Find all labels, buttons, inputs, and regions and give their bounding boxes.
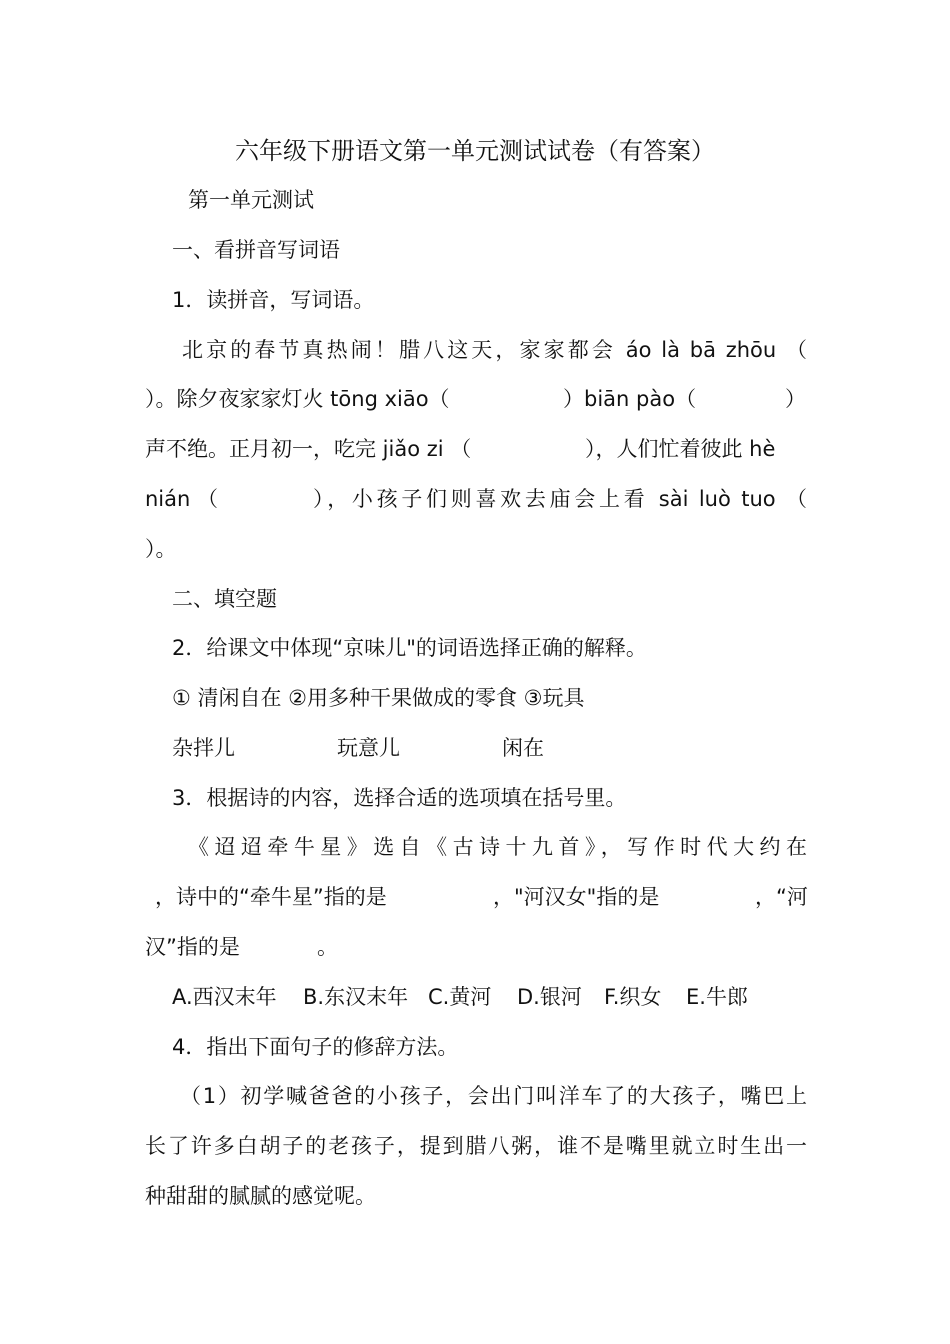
- question-2-options: ① 清闲自在 ②用多种干果做成的零食 ③玩具: [172, 686, 585, 710]
- question-2-label: 2．给课文中体现“京味儿"的词语选择正确的解释。: [172, 636, 647, 660]
- question-2-word-1: 杂拌儿: [172, 736, 235, 760]
- question-4-line-2: [145, 1130, 807, 1162]
- question-1-line-2-part-c: ）: [785, 387, 806, 411]
- question-3-line-2: [145, 881, 807, 913]
- question-3-line-3: [145, 931, 807, 963]
- question-3-option-c: C.黄河: [428, 985, 492, 1009]
- question-3-line-2-part-b: ，"河汉女"指的是: [493, 885, 660, 909]
- question-1-line-2-part-b: ）biān pào（: [563, 387, 697, 411]
- question-3-label: 3．根据诗的内容，选择合适的选项填在括号里。: [172, 786, 627, 810]
- question-2-words: [172, 732, 807, 764]
- question-1-line-3-part-b: ），人们忙着彼此 hè: [585, 437, 776, 461]
- section-heading-2: 二、填空题: [172, 587, 277, 611]
- document-title: 六年级下册语文第一单元测试试卷（有答案）: [235, 137, 715, 165]
- question-3-line-2-part-a: ，诗中的“牵牛星”指的是: [155, 885, 387, 909]
- question-1-line-1-text: 北京的春节真热闹！腊八这天，家家都会 áo là bā zhōu （: [182, 338, 807, 362]
- question-2-word-3: 闲在: [502, 736, 544, 760]
- question-3-options: [172, 981, 807, 1013]
- question-3-option-f: F.织女: [604, 985, 662, 1009]
- question-3-option-b: B.东汉末年: [303, 985, 409, 1009]
- question-1-line-4-part-b: ），小孩子们则喜欢去庙会上看 sài luò tuo （: [313, 487, 807, 511]
- question-3-line-3-text: 汉”指的是: [145, 935, 240, 959]
- question-4-line-1: [180, 1080, 807, 1112]
- question-4-line-3: 种甜甜的腻腻的感觉呢。: [145, 1184, 376, 1208]
- question-3-option-e: E.牛郎: [686, 985, 748, 1009]
- question-1-line-1: [182, 334, 807, 366]
- question-3-line-1: [188, 831, 807, 863]
- question-2-word-2: 玩意儿: [337, 736, 400, 760]
- question-3-option-d: D.银河: [517, 985, 582, 1009]
- document-subtitle: 第一单元测试: [188, 188, 314, 212]
- question-3-line-2-part-c: ，“河: [755, 885, 808, 909]
- question-4-line-1-text: （1）初学喊爸爸的小孩子，会出门叫洋车了的大孩子，嘴巴上: [180, 1084, 807, 1108]
- question-3-line-1-text: 《迢迢牵牛星》选自《古诗十九首》，写作时代大约在: [188, 835, 807, 859]
- question-1-line-2: [145, 383, 807, 415]
- question-1-line-5: ）。: [145, 537, 177, 561]
- question-3-option-a: A.西汉末年: [172, 985, 277, 1009]
- question-1-line-2-part-a: ）。除夕夜家家灯火 tōng xiāo（: [145, 387, 450, 411]
- question-1-line-3: [145, 433, 807, 465]
- question-4-label: 4．指出下面句子的修辞方法。: [172, 1035, 459, 1059]
- question-4-line-2-text: 长了许多白胡子的老孩子，提到腊八粥，谁不是嘴里就立时生出一: [145, 1134, 807, 1158]
- question-1-line-4: [145, 483, 807, 515]
- question-1-line-4-part-a: nián （: [145, 487, 218, 511]
- question-3-line-3-end: 。: [317, 935, 338, 959]
- section-heading-1: 一、看拼音写词语: [172, 238, 340, 262]
- question-1-label: 1．读拼音，写词语。: [172, 288, 375, 312]
- question-1-line-3-part-a: 声不绝。正月初一，吃完 jiǎo zi （: [145, 437, 472, 461]
